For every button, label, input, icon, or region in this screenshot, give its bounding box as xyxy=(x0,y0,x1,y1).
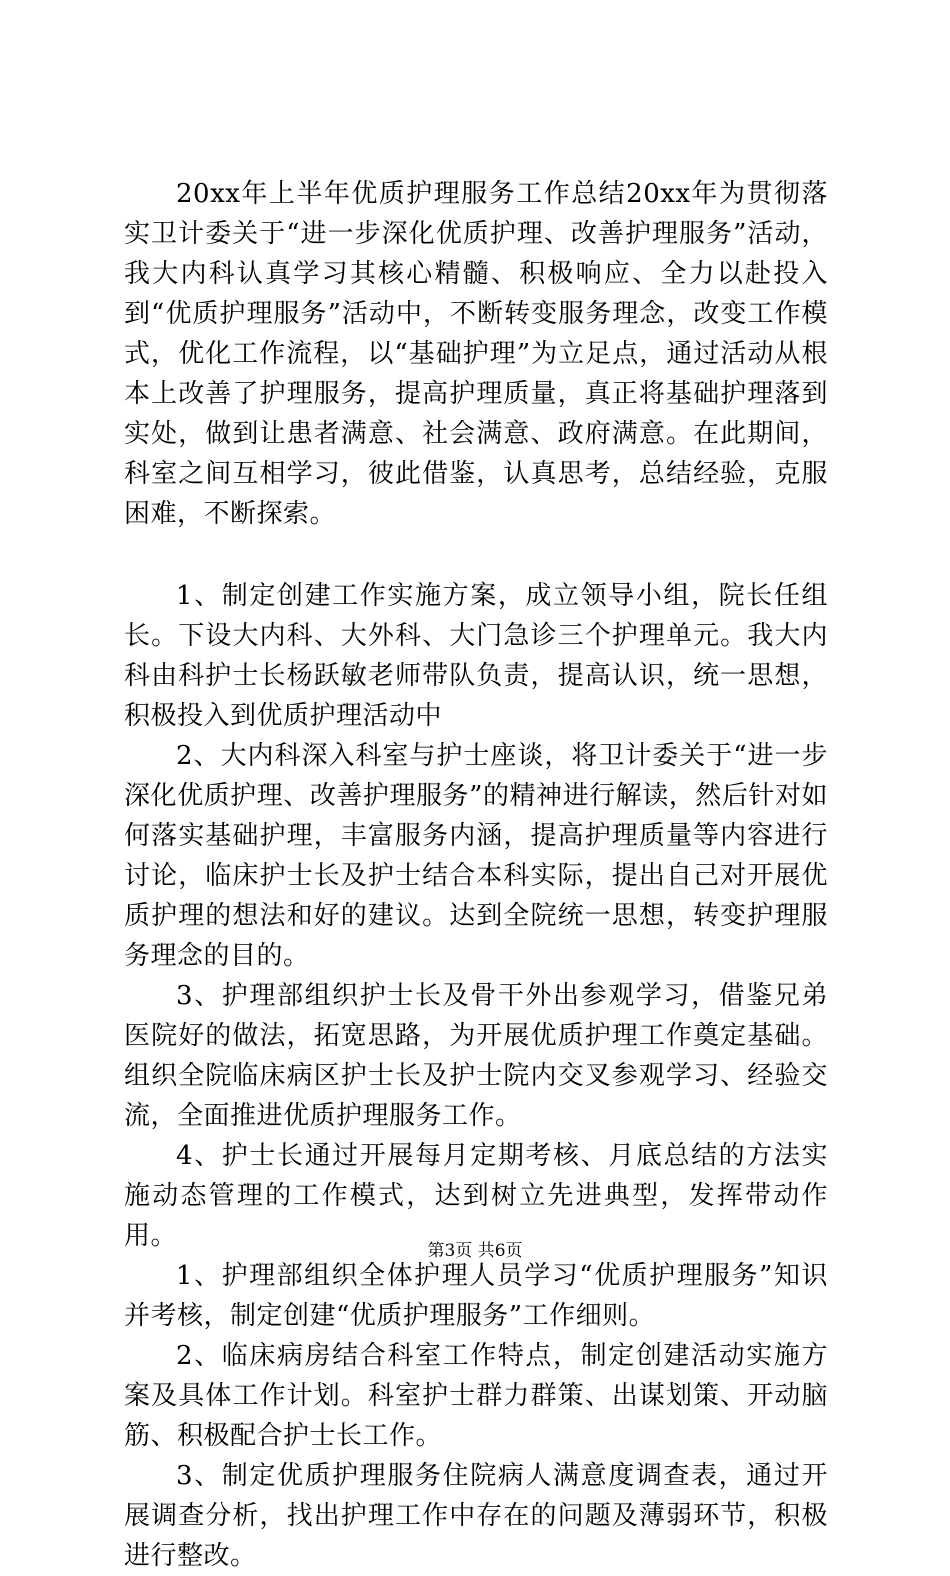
paragraph-work-1: 1、护理部组织全体护理人员学习“优质护理服务”知识并考核，制定创建“优质护理服务”工作细则。 xyxy=(124,1261,828,1331)
paragraph-org-3: 3、护理部组织护士长及骨干外出参观学习，借鉴兄弟医院好的做法，拓宽思路，为开展优质护理工作奠定基础。组织全院临床病区护士长及护士院内交叉参观学习、经验交流，全面推进优质护理服务工作。 xyxy=(124,981,828,1131)
paragraph-work-3: 3、制定优质护理服务住院病人满意度调查表，通过开展调查分析，找出护理工作中存在的问题及薄弱环节，积极进行整改。 xyxy=(124,1461,828,1571)
page-number-footer: 第3页 共6页 xyxy=(427,1241,523,1261)
paragraph-org-1: 1、制定创建工作实施方案，成立领导小组，院长任组长。下设大内科、大外科、大门急诊三个护理单元。我大内科由科护士长杨跃敏老师带队负责，提高认识，统一思想，积极投入到优质护理活动中 xyxy=(124,581,828,731)
intro-paragraph: 20xx年上半年优质护理服务工作总结20xx年为贯彻落实卫计委关于“进一步深化优质护理、改善护理服务”活动，我大内科认真学习其核心精髓、积极响应、全力以赴投入到“优质护理服务”活动中，不断转变服务理念，改变工作模式，优化工作流程，以“基础护理”为立足点，通过活动从根本上改善了护理服务，提高护理质量，真正将基础护理落到实处，做到让患者满意、社会满意、政府满意。在此期间，科室之间互相学习，彼此借鉴，认真思考，总结经验，克服困难，不断探索。 xyxy=(124,179,828,529)
paragraph-org-2: 2、大内科深入科室与护士座谈，将卫计委关于“进一步深化优质护理、改善护理服务”的精神进行解读，然后针对如何落实基础护理，丰富服务内涵，提高护理质量等内容进行讨论，临床护士长及护士结合本科实际，提出自己对开展优质护理的想法和好的建议。达到全院统一思想，转变护理服务理念的目的。 xyxy=(124,741,828,971)
paragraph-work-2: 2、临床病房结合科室工作特点，制定创建活动实施方案及具体工作计划。科室护士群力群策、出谋划策、开动脑筋、积极配合护士长工作。 xyxy=(124,1341,828,1451)
document-body xyxy=(124,174,828,1576)
paragraph-org-4: 4、护士长通过开展每月定期考核、月底总结的方法实施动态管理的工作模式，达到树立先进典型，发挥带动作用。 xyxy=(124,1141,828,1251)
